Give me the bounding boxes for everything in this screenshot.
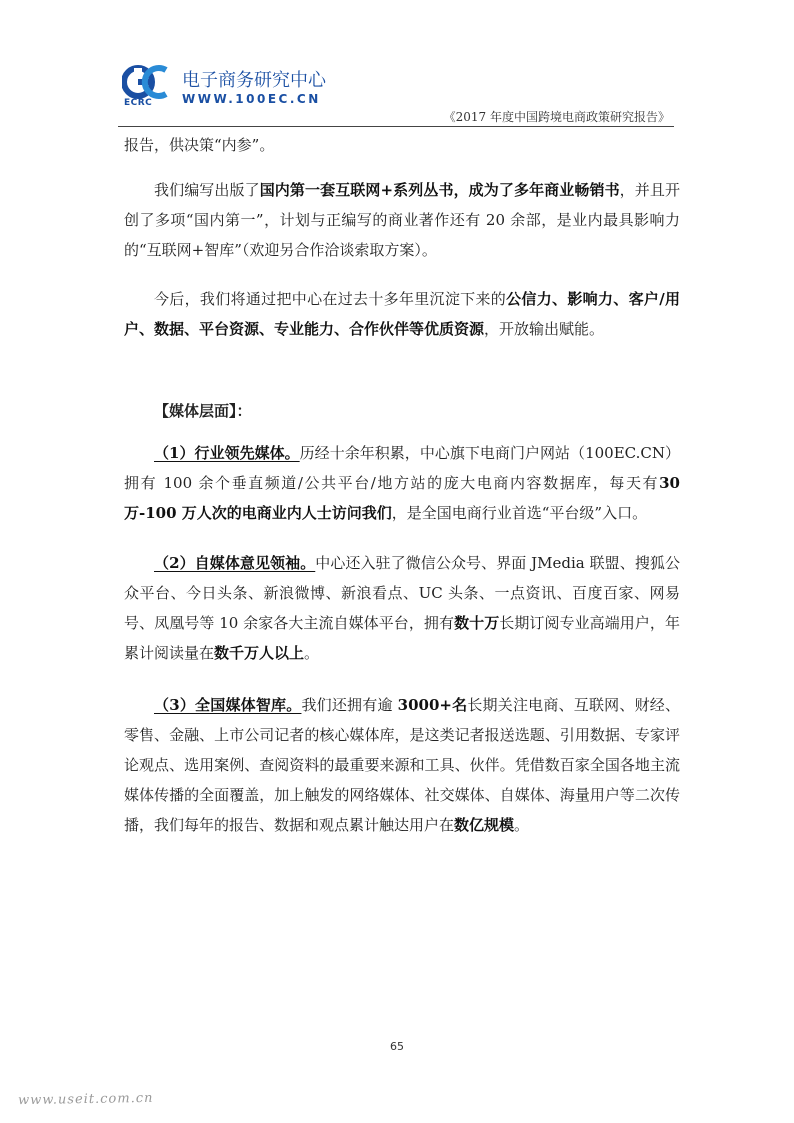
media-item-2-bold-a: 数十万 [454, 614, 500, 632]
logo-url: WWW.100EC.CN [182, 92, 321, 106]
media-item-2-bold-b: 数千万人以上 [214, 644, 305, 662]
media-item-2 [124, 548, 680, 668]
paragraph-3 [124, 284, 680, 344]
media-item-2-text-b: 长期订阅专业高端用户，年累计阅读量在 [124, 614, 680, 662]
paragraph-3-bold: 公信力、影响力、客户/用户、数据、平台资源、专业能力、合作伙伴等优质资源 [124, 290, 680, 338]
media-item-3-text-b: 长期关注电商、互联网、财经、零售、金融、上市公司记者的核心媒体库，是这类记者报送选题、引用数据、专家评论观点、选用案例、查阅资料的最重要来源和工具、伙伴。凭借数百家全国各地主流媒体传播的全面覆盖，加上触发的网络媒体、社交媒体、自媒体、海量用户等二次传播，我们每年的报告、数据和观点累计触达用户在 [124, 696, 680, 834]
media-heading: 【媒体层面】： [154, 402, 252, 420]
media-item-1-label: （1）行业领先媒体。 [154, 444, 300, 462]
media-item-3 [124, 690, 680, 840]
logo-abbreviation: ECRC [124, 98, 153, 108]
media-item-3-text-c: 。 [514, 816, 530, 834]
media-item-1-text-a: 历经十余年积累，中心旗下电商门户网站（100EC.CN）拥有 100 余个垂直频道/公共平台/地方站的庞大电商内容数据库，每天有 [124, 444, 680, 492]
paragraph-2-text-b: ，并且开创了多项“国内第一”，计划与正编写的商业著作还有 20 余部，是业内最具影响力的“互联网+智库”（欢迎另合作洽谈索取方案）。 [124, 181, 680, 259]
media-item-3-bold-b: 数亿规模 [454, 816, 515, 834]
report-title: 《2017 年度中国跨境电商政策研究报告》 [443, 110, 670, 124]
page-number: 65 [390, 1040, 404, 1053]
paragraph-3-text-b: ，开放输出赋能。 [484, 320, 605, 338]
paragraph-2-bold: 国内第一套互联网+系列丛书，成为了多年商业畅销书 [259, 181, 620, 199]
media-item-1-bold: 30 万-100 万人次的电商业内人士访问我们 [124, 474, 680, 522]
media-item-2-text-c: 。 [304, 644, 320, 662]
media-item-1 [124, 438, 680, 528]
paragraph-1 [124, 130, 680, 160]
paragraph-3-text-a: 今后，我们将通过把中心在过去十多年里沉淀下来的 [154, 290, 507, 308]
paragraph-2-text-a: 我们编写出版了 [154, 181, 260, 199]
paragraph-1-text: 报告，供决策“内参”。 [124, 136, 275, 154]
page-header [0, 0, 794, 130]
media-item-3-text-a: 我们还拥有逾 [301, 696, 398, 714]
paragraph-2 [124, 175, 680, 265]
logo-name: 电子商务研究中心 [182, 70, 326, 91]
header-divider [118, 126, 674, 127]
media-item-1-text-b: ，是全国电商行业首选“平台级”入口。 [391, 504, 648, 522]
media-item-2-text-a: 中心还入驻了微信公众号、界面 JMedia 联盟、搜狐公众平台、今日头条、新浪微博、新浪看点、UC 头条、一点资讯、百度百家、网易号、凤凰号等 10 余家各大主流自媒体平台，拥有 [124, 554, 680, 632]
media-item-3-label: （3）全国媒体智库。 [154, 696, 302, 714]
watermark: www.useit.com.cn [17, 1090, 154, 1109]
media-item-3-bold-a: 3000+名 [397, 696, 468, 714]
media-item-2-label: （2）自媒体意见领袖。 [154, 554, 316, 572]
